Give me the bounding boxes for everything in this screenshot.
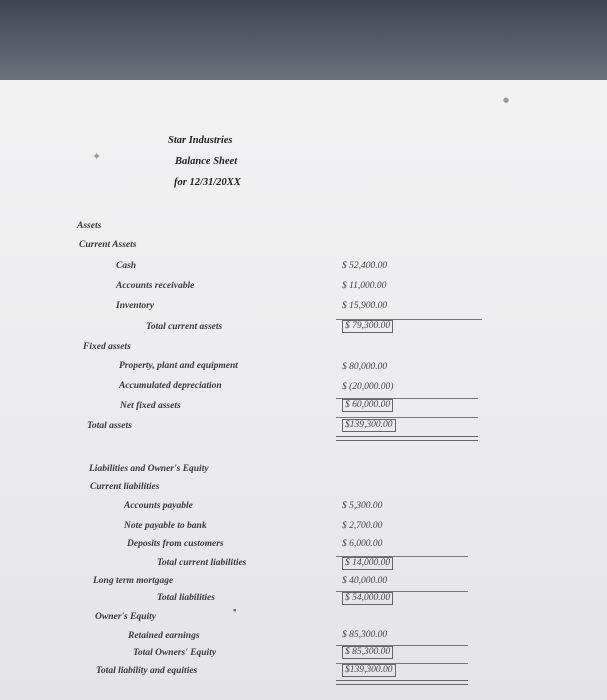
- total-owners-equity-label: Total Owners' Equity: [133, 648, 217, 658]
- total-liability-equities-label: Total liability and equities: [96, 666, 198, 676]
- retained-earnings-label: Retained earnings: [128, 631, 200, 641]
- liabilities-heading: Liabilities and Owner's Equity: [89, 464, 209, 474]
- company-name: Star Industries: [168, 135, 233, 146]
- long-term-mortgage-value: $ 40,000.00: [342, 576, 388, 586]
- total-rule: [336, 417, 478, 418]
- paper-mark: ▪: [233, 606, 237, 616]
- long-term-mortgage-label: Long term mortgage: [93, 576, 174, 586]
- statement-date: for 12/31/20XX: [174, 177, 241, 188]
- accumulated-depreciation-label: Accumulated depreciation: [119, 381, 222, 391]
- accounts-payable-value: $ 5,300.00: [342, 501, 383, 511]
- paper-mark-icon: ●: [503, 96, 510, 104]
- note-payable-label: Note payable to bank: [124, 521, 207, 531]
- current-liabilities-heading: Current liabilities: [90, 482, 160, 492]
- total-current-liabilities-value: $ 14,000.00: [342, 557, 393, 570]
- customer-deposits-label: Deposits from customers: [127, 539, 224, 549]
- net-fixed-assets-value: $ 60,000.00: [342, 399, 393, 412]
- accounts-payable-label: Accounts payable: [124, 501, 193, 511]
- owners-equity-heading: Owner's Equity: [95, 612, 156, 622]
- total-current-assets-value: $ 79,300.00: [342, 320, 393, 333]
- assets-heading: Assets: [77, 221, 102, 231]
- current-assets-heading: Current Assets: [79, 240, 137, 250]
- inventory-value: $ 15,900.00: [342, 301, 388, 311]
- paper-smudge-icon: ✦: [92, 150, 102, 163]
- total-assets-value: $139,300.00: [342, 419, 396, 432]
- note-payable-value: $ 2,700.00: [342, 521, 383, 531]
- ppe-value: $ 80,000.00: [342, 362, 388, 372]
- total-owners-equity-value: $ 85,300.00: [342, 646, 393, 659]
- double-underline: [336, 680, 468, 685]
- total-liabilities-label: Total liabilities: [157, 593, 215, 603]
- total-liabilities-value: $ 54,000.00: [342, 592, 393, 605]
- cash-label: Cash: [116, 261, 137, 271]
- customer-deposits-value: $ 6,000.00: [342, 539, 383, 549]
- accounts-receivable-value: $ 11,000.00: [342, 281, 387, 291]
- cash-value: $ 52,400.00: [342, 261, 388, 271]
- accumulated-depreciation-value: $ (20,000.00): [342, 382, 394, 392]
- document-page: [0, 80, 607, 700]
- inventory-label: Inventory: [116, 301, 154, 311]
- ppe-label: Property, plant and equipment: [119, 361, 238, 371]
- total-current-assets-label: Total current assets: [146, 322, 223, 332]
- total-assets-label: Total assets: [87, 421, 132, 431]
- retained-earnings-value: $ 85,300.00: [342, 630, 388, 640]
- double-underline: [336, 436, 478, 441]
- top-bar: [0, 0, 607, 80]
- total-liability-equities-value: $139,300.00: [342, 664, 396, 677]
- net-fixed-assets-label: Net fixed assets: [120, 401, 181, 411]
- fixed-assets-heading: Fixed assets: [83, 342, 131, 352]
- statement-title: Balance Sheet: [175, 156, 238, 167]
- accounts-receivable-label: Accounts receivable: [116, 281, 195, 291]
- total-current-liabilities-label: Total current liabilities: [157, 558, 247, 568]
